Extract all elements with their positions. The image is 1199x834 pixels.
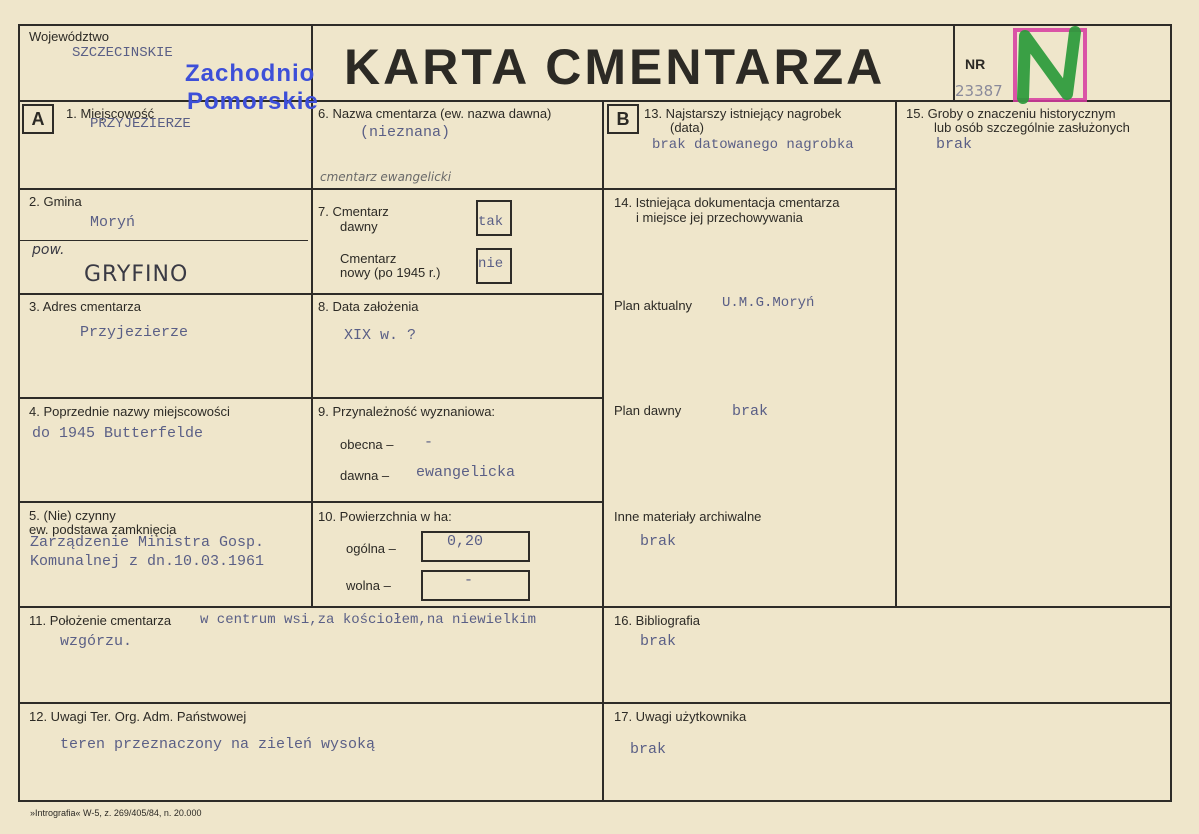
plan-dawny-value: brak [732, 403, 769, 420]
f15-value: brak [936, 136, 973, 153]
frame-right [1170, 24, 1172, 802]
footer-print-info: »Intrografia« W-5, z. 269/405/84, n. 20.000 [30, 808, 202, 818]
f1-value: PRZYJEZIERZE [90, 116, 191, 132]
f16-value: brak [640, 633, 677, 650]
plan-aktualny-label: Plan aktualny [614, 298, 693, 313]
f9-obecna-label: obecna – [340, 437, 394, 452]
row-bottom-top [18, 606, 1172, 608]
f5-label2: ew. podstawa zamknięcia [29, 522, 177, 537]
f17-label: 17. Uwagi użytkownika [614, 709, 747, 724]
col-divider-right [895, 100, 897, 606]
f1-label: 1. Miejscowość [66, 106, 155, 121]
f2-label: 2. Gmina [29, 194, 82, 209]
row-a2-pow [18, 240, 308, 241]
plan-aktualny-value: U.M.G.Moryń [722, 295, 815, 311]
row-a4 [18, 501, 604, 503]
stamp-line1: Zachodnio [185, 60, 316, 87]
f10-ogolna-value: 0,20 [447, 533, 484, 550]
f11-label: 11. Położenie cmentarza [29, 613, 172, 628]
f9-obecna-value: - [424, 434, 434, 451]
f9-label: 9. Przynależność wyznaniowa: [318, 404, 496, 419]
row-bottom-mid [18, 702, 1172, 704]
nr-marker-mark [1005, 26, 1095, 106]
f6-label: 6. Nazwa cmentarza (ew. nazwa dawna) [318, 106, 552, 121]
f12-label: 12. Uwagi Ter. Org. Adm. Państwowej [29, 709, 247, 724]
wojewodztwo-label: Województwo [29, 29, 109, 44]
nr-label: NR [965, 56, 986, 72]
f10-wolna-value: - [464, 572, 474, 589]
f6-handwritten: cmentarz ewangelicki [320, 170, 452, 184]
f15-label1: 15. Groby o znaczeniu historycznym [906, 106, 1116, 121]
f7-dawny-label: dawny [340, 219, 378, 234]
inne-materialy-label: Inne materiały archiwalne [614, 509, 762, 524]
f5-label1: 5. (Nie) czynny [29, 508, 116, 523]
f4-value: do 1945 Butterfelde [32, 425, 204, 442]
f5-value2: Komunalnej z dn.10.03.1961 [30, 553, 265, 570]
f9-dawna-label: dawna – [340, 468, 390, 483]
f14-label2: i miejsce jej przechowywania [636, 210, 803, 225]
f7-nowy-label1: Cmentarz [340, 251, 397, 266]
inne-materialy-value: brak [640, 533, 677, 550]
f8-value: XIX w. ? [344, 327, 417, 344]
f9-dawna-value: ewangelicka [416, 464, 516, 481]
section-b-badge: B [607, 104, 639, 134]
f2-pow-label: pow. [32, 242, 65, 258]
f10-wolna-box [421, 570, 530, 601]
f10-wolna-label: wolna – [346, 578, 391, 593]
f4-label: 4. Poprzednie nazwy miejscowości [29, 404, 230, 419]
f14-label1: 14. Istniejąca dokumentacja cmentarza [614, 195, 840, 210]
f8-label: 8. Data założenia [318, 299, 419, 314]
f12-value: teren przeznaczony na zieleń wysoką [60, 736, 376, 753]
f3-value: Przyjezierze [80, 324, 189, 341]
stamp-line2: Pomorskie [187, 88, 319, 115]
f13-label1: 13. Najstarszy istniejący nagrobek [644, 106, 842, 121]
f3-label: 3. Adres cmentarza [29, 299, 141, 314]
f2-pow-value: GRYFINO [84, 262, 189, 287]
f11-value2: wzgórzu. [60, 633, 133, 650]
section-a-badge: A [22, 104, 54, 134]
f6-value: (nieznana) [360, 124, 451, 141]
page-title: KARTA CMENTARZA [344, 39, 886, 95]
f2-value: Moryń [90, 214, 136, 231]
col-divider-middle [602, 100, 604, 800]
row-a1 [18, 188, 604, 190]
f11-value1: w centrum wsi,za kościołem,na niewielkim [200, 612, 537, 628]
f13-value: brak datowanego nagrobka [652, 137, 854, 153]
wojewodztwo-value: SZCZECINSKIE [72, 45, 173, 61]
f7-label: 7. Cmentarz [318, 204, 389, 219]
f16-label: 16. Bibliografia [614, 613, 700, 628]
plan-dawny-label: Plan dawny [614, 403, 682, 418]
f15-label2: lub osób szczególnie zasłużonych [934, 120, 1130, 135]
row-a3 [18, 397, 604, 399]
f7-dawny-value: tak [478, 214, 504, 230]
f13-label2: (data) [670, 120, 704, 135]
row-b13 [602, 188, 897, 190]
nr-number: 23387 [955, 82, 1003, 100]
frame-left [18, 24, 20, 802]
frame-top [18, 24, 1172, 26]
f5-value1: Zarządzenie Ministra Gosp. [30, 534, 265, 551]
f17-value: brak [630, 741, 667, 758]
row-a2 [18, 293, 604, 295]
f7-nowy-value: nie [478, 256, 504, 272]
frame-bottom [18, 800, 1172, 802]
f10-ogolna-label: ogólna – [346, 541, 396, 556]
f10-label: 10. Powierzchnia w ha: [318, 509, 452, 524]
f7-nowy-label2: nowy (po 1945 r.) [340, 265, 441, 280]
